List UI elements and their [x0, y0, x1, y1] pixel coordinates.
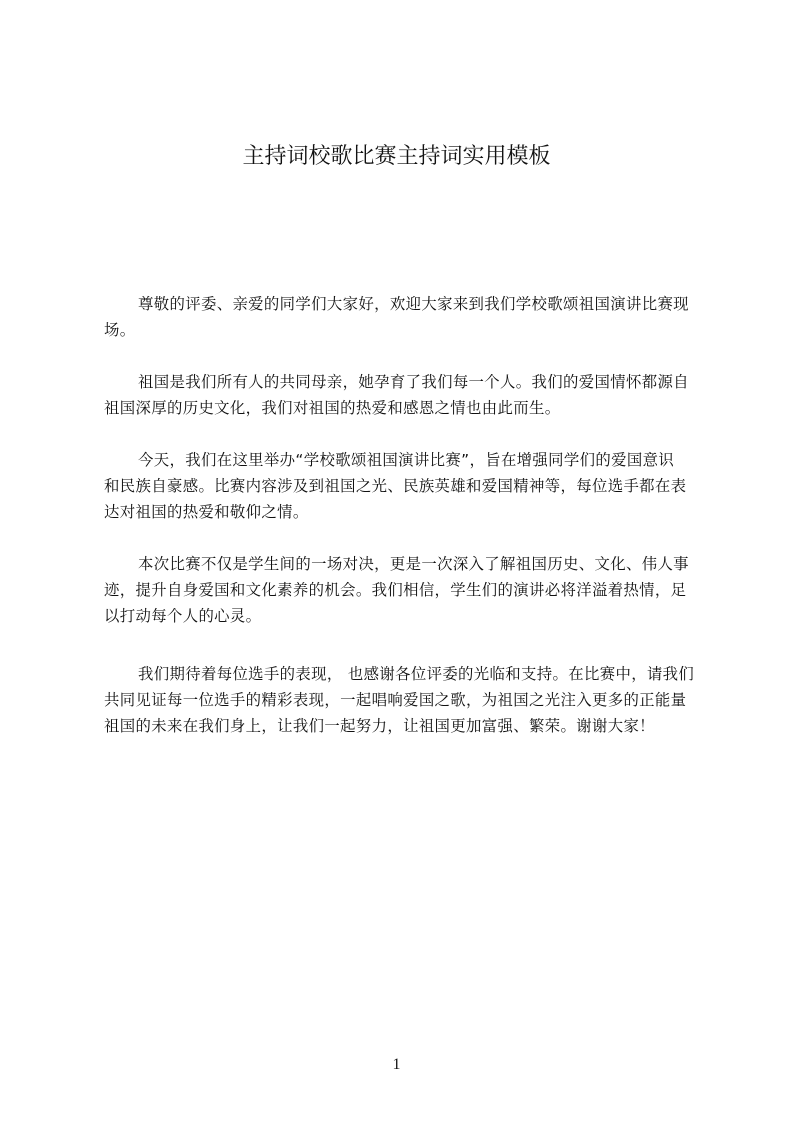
paragraph-line: 今天，我们在这里举办“学校歌颂祖国演讲比赛”，旨在增强同学们的爱国意识	[138, 451, 675, 469]
paragraph-line: 以打动每个人的心灵。	[104, 607, 262, 625]
page-number: 1	[392, 1056, 401, 1073]
paragraph-closing	[104, 661, 704, 739]
paragraph-line: 祖国的未来在我们身上，让我们一起努力，让祖国更加富强、繁荣。谢谢大家！	[104, 717, 655, 735]
paragraph-greeting	[104, 291, 704, 343]
paragraph-line: 我们期待着每位选手的表现， 也感谢各位评委的光临和支持。在比赛中，请我们	[138, 665, 695, 683]
document-title: 主持词校歌比赛主持词实用模板	[242, 144, 551, 169]
paragraph-line: 和民族自豪感。比赛内容涉及到祖国之光、民族英雄和爱国精神等，每位选手都在表	[104, 477, 687, 495]
paragraph-purpose	[104, 447, 704, 525]
paragraph-line: 尊敬的评委、亲爱的同学们大家好，欢迎大家来到我们学校歌颂祖国演讲比赛现	[138, 295, 689, 313]
paragraph-line: 祖国深厚的历史文化，我们对祖国的热爱和感恩之情也由此而生。	[104, 399, 561, 417]
paragraph-line: 迹，提升自身爱国和文化素养的机会。我们相信，学生们的演讲必将洋溢着热情，足	[104, 581, 687, 599]
paragraph-line: 祖国是我们所有人的共同母亲，她孕育了我们每一个人。我们的爱国情怀都源自	[138, 373, 689, 391]
paragraph-line: 达对祖国的热爱和敬仰之情。	[104, 503, 309, 521]
paragraph-line: 场。	[104, 321, 136, 339]
paragraph-significance	[104, 551, 704, 629]
paragraph-line: 本次比赛不仅是学生间的一场对决，更是一次深入了解祖国历史、文化、伟人事	[138, 555, 689, 573]
paragraph-motherland	[104, 369, 704, 421]
paragraph-line: 共同见证每一位选手的精彩表现，一起唱响爱国之歌，为祖国之光注入更多的正能量	[104, 691, 687, 709]
